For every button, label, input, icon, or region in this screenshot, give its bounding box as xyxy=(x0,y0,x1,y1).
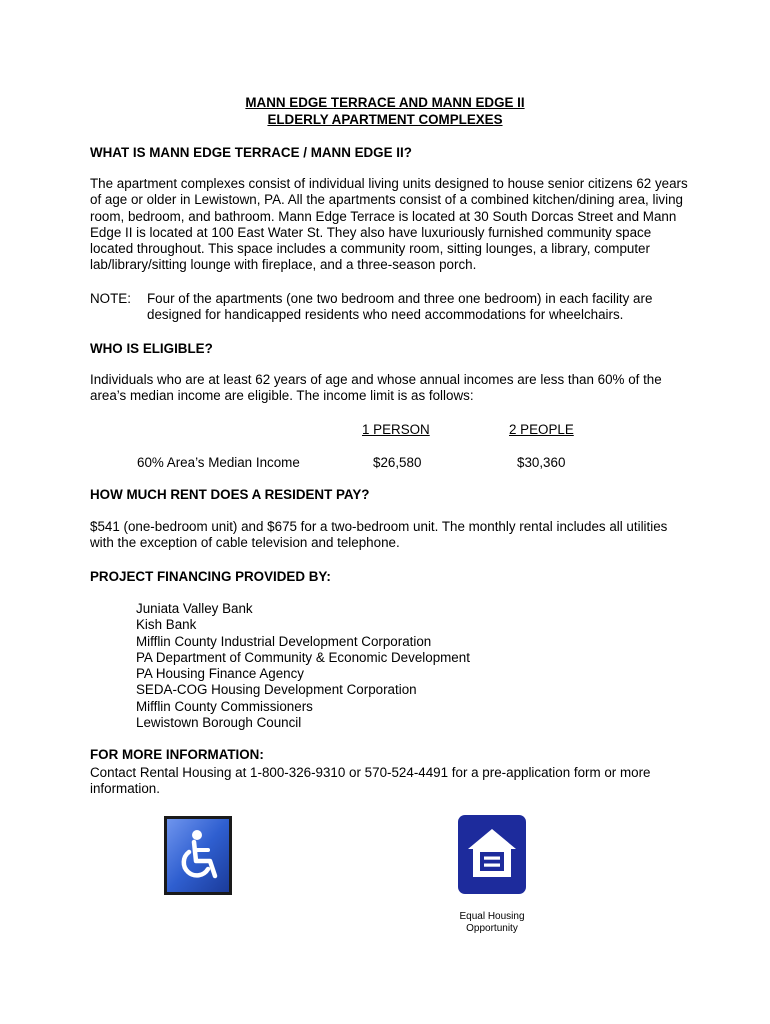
caption-line-2: Opportunity xyxy=(466,923,518,934)
list-item: Juniata Valley Bank xyxy=(136,601,253,616)
section-body-eligible: Individuals who are at least 62 years of age and whose annual incomes are less than 60% of the area’s median income are eligible. The income limit is as follows: xyxy=(90,372,662,404)
note-label: NOTE: xyxy=(90,291,131,306)
lender-list xyxy=(136,601,470,731)
equal-housing-opportunity-icon xyxy=(458,815,526,894)
document-title-line1: MANN EDGE TERRACE AND MANN EDGE II xyxy=(245,95,525,110)
list-item: Mifflin County Industrial Development Corporation xyxy=(136,633,432,649)
wheelchair-accessibility-icon xyxy=(164,816,232,895)
income-table-header-2-people: 2 PEOPLE xyxy=(509,422,574,437)
caption-line-1: Equal Housing xyxy=(459,911,525,922)
list-item: Mifflin County Commissioners xyxy=(136,698,313,714)
section-body-what-is: The apartment complexes consist of individual living units designed to house senior citizens 62 years of age or older in Lewistown, PA. All the apartments consist of a combined kitchen/dining area, living room, bedroom, and bathroom. Mann Edge Terrace is located at 30 South Dorcas Street and Mann Edge II is located at 100 East Water St. They also have luxuriously furnished community space located throughout. This space includes a community room, sitting lounges, a library, computer lab/library/sitting lounge with fireplace, and a three-season porch. xyxy=(90,176,688,273)
document-title-line2: ELDERLY APARTMENT COMPLEXES xyxy=(267,112,503,127)
section-heading-eligible: WHO IS ELIGIBLE? xyxy=(90,341,213,356)
section-heading-financing: PROJECT FINANCING PROVIDED BY: xyxy=(90,569,331,584)
income-table-value-1-person: $26,580 xyxy=(373,455,422,470)
income-table-row-label: 60% Area’s Median Income xyxy=(137,455,300,470)
list-item: PA Housing Finance Agency xyxy=(136,666,304,682)
section-heading-rent: HOW MUCH RENT DOES A RESIDENT PAY? xyxy=(90,487,370,502)
list-item: Kish Bank xyxy=(136,617,197,633)
section-body-more-info: Contact Rental Housing at 1-800-326-9310 or 570-524-4491 for a pre-application form or more information. xyxy=(90,765,651,797)
income-table-value-2-people: $30,360 xyxy=(517,455,566,470)
list-item: Lewistown Borough Council xyxy=(136,715,302,731)
equal-housing-caption xyxy=(442,911,542,935)
list-item: SEDA-COG Housing Development Corporation xyxy=(136,682,417,698)
list-item: PA Department of Community & Economic Development xyxy=(136,649,470,665)
section-heading-more-info: FOR MORE INFORMATION: xyxy=(90,747,264,762)
income-table-header-1-person: 1 PERSON xyxy=(362,422,430,437)
section-heading-what-is: WHAT IS MANN EDGE TERRACE / MANN EDGE II? xyxy=(90,145,412,160)
section-body-rent: $541 (one-bedroom unit) and $675 for a two-bedroom unit. The monthly rental includes all utilities with the exception of cable television and telephone. xyxy=(90,519,668,551)
note-text: Four of the apartments (one two bedroom and three one bedroom) in each facility are designed for handicapped residents who need accommodations for wheelchairs. xyxy=(147,291,653,323)
